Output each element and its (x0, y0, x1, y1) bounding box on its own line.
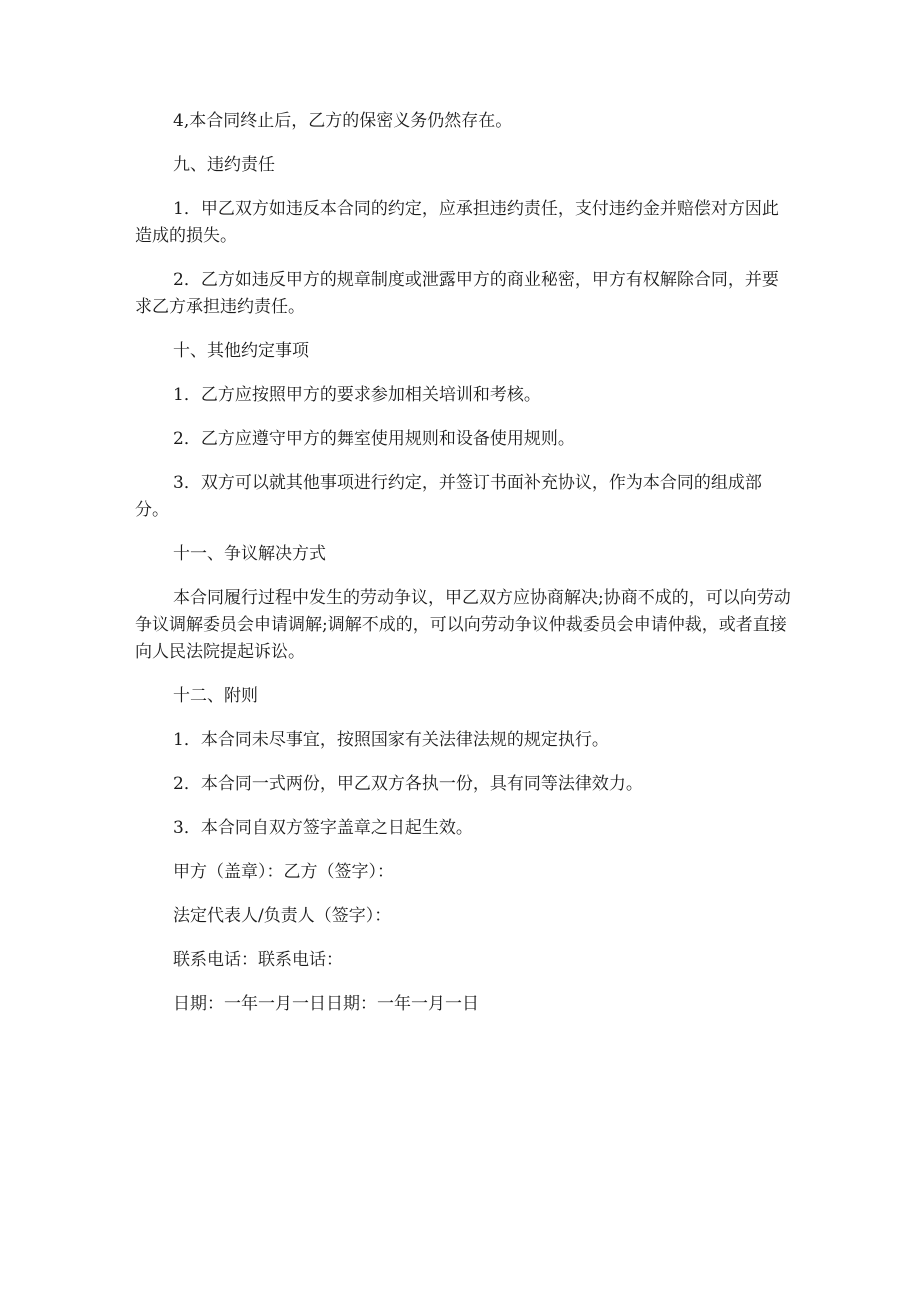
document-body (135, 108, 795, 1035)
clause-12-1: 1．本合同未尽事宜，按照国家有关法律法规的规定执行。 (173, 730, 609, 750)
clause-10-2: 2．乙方应遵守甲方的舞室使用规则和设备使用规则。 (173, 429, 575, 449)
clause-11-body: 本合同履行过程中发生的劳动争议，甲乙双方应协商解决;协商不成的，可以向劳动争议调解委员会申请调解;调解不成的，可以向劳动争议仲裁委员会申请仲裁，或者直接向人民法院提起诉讼。 (135, 588, 791, 662)
signature-representative-line: 法定代表人/负责人（签字）： (173, 906, 392, 926)
section-heading-11: 十一、争议解决方式 (173, 544, 326, 564)
clause-12-2: 2．本合同一式两份，甲乙双方各执一份，具有同等法律效力。 (173, 774, 643, 794)
clause-9-2: 2．乙方如违反甲方的规章制度或泄露甲方的商业秘密，甲方有权解除合同，并要求乙方承担违约责任。 (135, 270, 779, 317)
clause-8-4: 4,本合同终止后，乙方的保密义务仍然存在。 (173, 111, 513, 131)
clause-10-1: 1．乙方应按照甲方的要求参加相关培训和考核。 (173, 385, 541, 405)
clause-12-3: 3．本合同自双方签字盖章之日起生效。 (173, 818, 473, 838)
section-heading-10: 十、其他约定事项 (173, 341, 309, 361)
section-heading-12: 十二、附则 (173, 686, 258, 706)
clause-9-1: 1．甲乙双方如违反本合同的约定，应承担违约责任，支付违约金并赔偿对方因此造成的损失。 (135, 199, 779, 246)
signature-party-line: 甲方（盖章）：乙方（签字）： (173, 862, 394, 882)
section-heading-9: 九、违约责任 (173, 155, 275, 175)
contact-phone-line: 联系电话：联系电话： (173, 950, 343, 970)
date-line: 日期：一年一月一日日期：一年一月一日 (173, 994, 479, 1014)
clause-10-3: 3．双方可以就其他事项进行约定，并签订书面补充协议，作为本合同的组成部分。 (135, 473, 762, 520)
